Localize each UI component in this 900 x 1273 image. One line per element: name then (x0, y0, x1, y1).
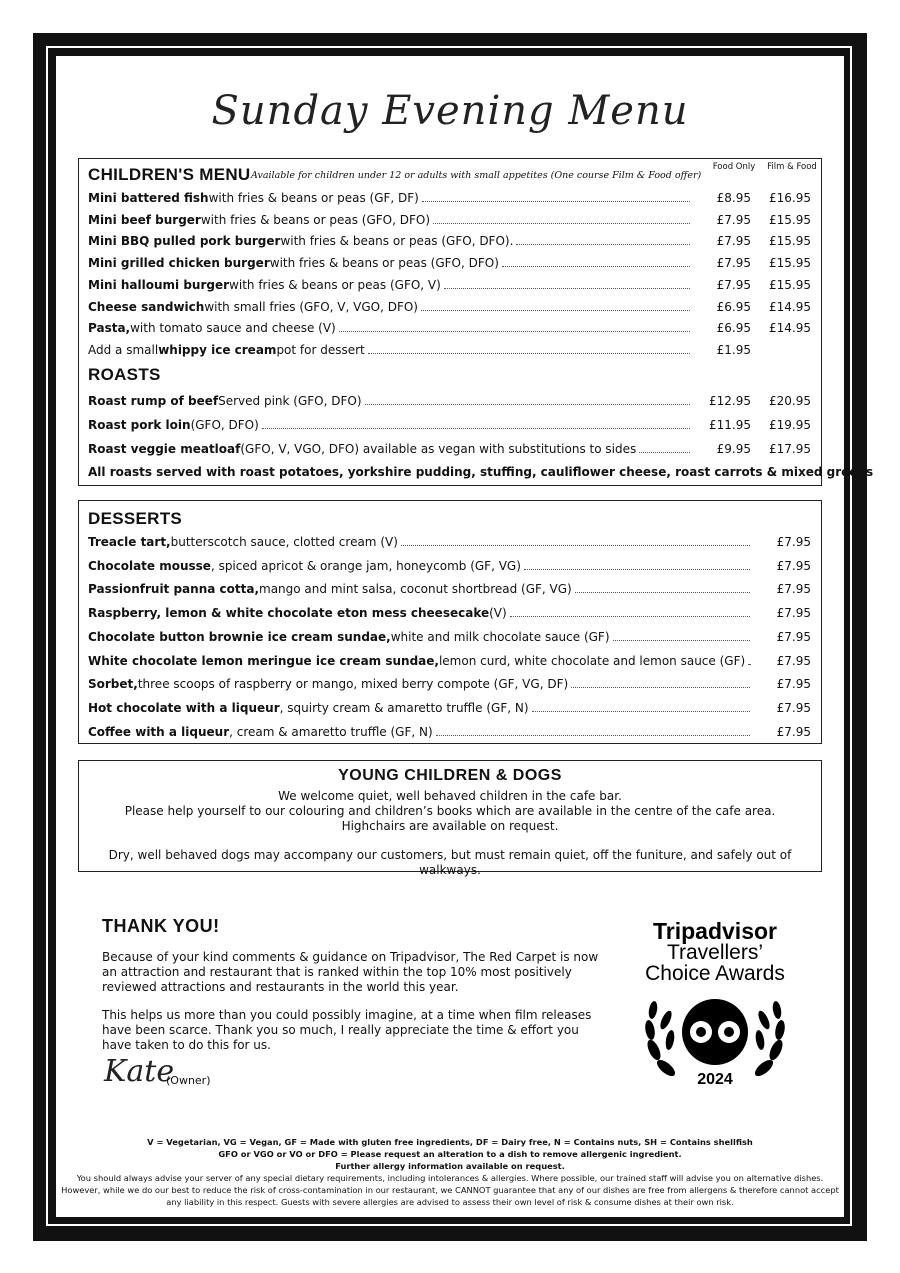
item-name: Mini grilled chicken burger (88, 256, 270, 271)
thanks-paragraph: Because of your kind comments & guidance on Tripadvisor, The Red Carpet is now an attraction and restaurant that is ranked within the top 10% most positively reviewed attractions and restaurants in the world this year. (102, 950, 599, 994)
price-food-only: £7.95 (776, 582, 811, 597)
item-description: with small fries (GFO, V, VGO, DFO) (204, 299, 418, 314)
leader-dots (516, 234, 690, 245)
price-food-only: £7.95 (776, 629, 811, 644)
leader-dots (502, 256, 690, 267)
item-name: Pasta, (88, 321, 131, 336)
item-description: with fries & beans or peas (GFO, DFO) (269, 256, 499, 271)
childrens-heading: CHILDREN'S MENU (88, 165, 251, 184)
thanks-heading: THANK YOU! (102, 916, 220, 936)
menu-item-dessert (88, 606, 754, 620)
price-food-only: £9.95 (716, 442, 751, 456)
award-year: 2024 (697, 1071, 733, 1088)
leader-dots (444, 278, 690, 289)
leader-dots (262, 418, 690, 429)
price-film-food: £14.95 (769, 299, 811, 314)
leader-dots (613, 630, 750, 641)
menu-item-childrens (88, 256, 694, 270)
item-name: Roast veggie meatloaf (88, 442, 241, 456)
menu-item-childrens (88, 300, 694, 314)
item-name: Passionfruit panna cotta, (88, 582, 259, 597)
owner-label: (Owner) (166, 1074, 211, 1087)
leader-dots (401, 535, 750, 546)
item-description: (V) (489, 606, 507, 621)
leader-dots (532, 701, 750, 712)
item-description: mango and mint salsa, coconut shortbread (GF, VG) (259, 582, 572, 597)
menu-item-dessert (88, 701, 754, 715)
price-food-only: £6.95 (716, 299, 751, 314)
leader-dots (422, 191, 690, 202)
item-description: (GFO, DFO) (190, 418, 259, 432)
menu-title: Sunday Evening Menu (211, 88, 689, 134)
price-film-food: £17.95 (769, 442, 811, 456)
thanks-paragraph: This helps us more than you could possibly imagine, at a time when film releases have been scarce. Thank you so much, I really appreciate the time & effort you have taken to do this for us. (102, 1008, 592, 1052)
item-description: (GFO, V, VGO, DFO) available as vegan with substitutions to sides (240, 442, 637, 456)
price-food-only: £6.95 (716, 321, 751, 336)
leader-dots (510, 606, 750, 617)
menu-item-childrens (88, 191, 694, 205)
allergen-key: V = Vegetarian, VG = Vegan, GF = Made with gluten free ingredients, DF = Dairy free, N = Contains nuts, SH = Contains shellfish (147, 1137, 753, 1147)
price-film-food: £14.95 (769, 321, 811, 336)
desserts-section (78, 500, 822, 744)
price-film-food: £15.95 (769, 234, 811, 249)
menu-item-roast (88, 418, 694, 432)
allergen-key: GFO or VGO or VO or DFO = Please request an alteration to a dish to remove allergenic ingredient. (218, 1149, 682, 1159)
price-film-food: £15.95 (769, 277, 811, 292)
price-food-only: £11.95 (709, 418, 751, 432)
item-name: Mini halloumi burger (88, 277, 230, 292)
award-brand: Tripadvisor (653, 918, 777, 944)
col-food-only: Food Only (712, 162, 756, 172)
award-line: Choice Awards (645, 962, 785, 985)
item-name: Raspberry, lemon & white chocolate eton mess cheesecake (88, 606, 490, 621)
price-food-only: £7.95 (716, 234, 751, 249)
item-description: butterscotch sauce, clotted cream (V) (170, 535, 398, 549)
leader-dots (436, 725, 750, 736)
price-food-only: £7.95 (776, 558, 811, 573)
price-film-food: £19.95 (769, 418, 811, 432)
leader-dots (571, 677, 750, 688)
item-description: lemon curd, white chocolate and lemon sauce (GF) (438, 653, 746, 668)
roasts-note: All roasts served with roast potatoes, yorkshire pudding, stuffing, cauliflower cheese, roast carrots & mixed greens (88, 465, 874, 479)
item-description: white and milk chocolate sauce (GF) (390, 629, 610, 644)
leader-dots (421, 300, 690, 311)
young-heading: YOUNG CHILDREN & DOGS (338, 767, 562, 784)
menu-item-childrens (88, 321, 694, 335)
item-name: Sorbet, (88, 677, 138, 692)
item-description: with fries & beans or peas (GFO, DFO). (280, 234, 514, 249)
menu-item-childrens (88, 234, 694, 248)
item-name: Chocolate mousse (88, 558, 211, 573)
item-name: White chocolate lemon meringue ice cream sundae, (88, 653, 439, 668)
menu-item-roast (88, 442, 694, 456)
price-food-only: £7.95 (776, 653, 811, 668)
menu-item-dessert (88, 559, 754, 573)
menu-item-childrens (88, 213, 694, 227)
desserts-heading: DESSERTS (88, 509, 183, 528)
owner-signature: Kate (104, 1054, 175, 1089)
price-food-only: £7.95 (716, 277, 751, 292)
menu-item-roast (88, 394, 694, 408)
award-line: Travellers’ (666, 941, 764, 964)
young-line: Highchairs are available on request. (341, 819, 559, 833)
item-name: Mini BBQ pulled pork burger (88, 234, 281, 249)
item-name: Chocolate button brownie ice cream sundae, (88, 629, 391, 644)
item-name: Mini beef burger (88, 212, 201, 227)
menu-item-childrens (88, 278, 694, 292)
item-description: , squirty cream & amaretto truffle (GF, N) (279, 700, 529, 715)
item-name: Cheese sandwich (88, 299, 205, 314)
item-name: Hot chocolate with a liqueur (88, 700, 280, 715)
price-food-only: £7.95 (776, 606, 811, 621)
item-description: , spiced apricot & orange jam, honeycomb (GF, VG) (210, 558, 521, 573)
leader-dots (433, 213, 690, 224)
menu-item-dessert (88, 535, 754, 549)
menu-item-dessert (88, 630, 754, 644)
item-name: Mini battered fish (88, 191, 209, 205)
item-description: three scoops of raspberry or mango, mixed berry compote (GF, VG, DF) (137, 677, 569, 692)
item-description: with tomato sauce and cheese (V) (130, 321, 336, 336)
menu-item-dessert (88, 582, 754, 596)
price-film-food: £15.95 (769, 256, 811, 271)
item-name: Coffee with a liqueur (88, 724, 230, 739)
item-description: with fries & beans or peas (GF, DF) (208, 191, 419, 205)
menu-item-dessert (88, 725, 754, 739)
leader-dots (748, 654, 750, 665)
leader-dots (368, 343, 690, 354)
price-film-food: £15.95 (769, 212, 811, 227)
price-food-only: £1.95 (716, 343, 751, 357)
allergen-disclaimer: any liability in this respect. Guests with severe allergies are advised to assess their own level of risk & consume dishes at their own risk. (166, 1197, 734, 1207)
menu-item-dessert (88, 677, 754, 691)
leader-dots (365, 394, 690, 405)
leader-dots (639, 442, 690, 453)
price-film-food: £16.95 (769, 191, 811, 205)
allergen-disclaimer: You should always advise your server of any special dietary requirements, including intolerances & allergies. Where possible, our trained staff will advise you on alternative dishes. (76, 1173, 824, 1183)
menu-item-whippy: Add a small whippy ice cream pot for dessert (88, 343, 694, 357)
allergen-disclaimer: However, while we do our best to reduce the risk of cross-contamination in our restaurant, we CANNOT guarantee that any of our dishes are free from allergens & therefore cannot accept (61, 1185, 839, 1195)
young-children-dogs-section (78, 760, 822, 877)
roasts-heading: ROASTS (88, 365, 161, 384)
price-food-only: £7.95 (776, 700, 811, 715)
leader-dots (339, 321, 690, 332)
menu-item-dessert (88, 654, 754, 668)
price-food-only: £7.95 (776, 677, 811, 692)
leader-dots (575, 582, 750, 593)
leader-dots (524, 559, 750, 570)
price-film-food: £20.95 (769, 394, 811, 408)
dogs-line: Dry, well behaved dogs may accompany our customers, but must remain quiet, off the funiture, and safely out of walkways. (108, 848, 792, 877)
young-line: Please help yourself to our colouring and children’s books which are available in the centre of the cafe area. (124, 804, 776, 818)
price-food-only: £12.95 (709, 394, 751, 408)
item-name: Roast pork loin (88, 418, 191, 432)
item-description: , cream & amaretto truffle (GF, N) (229, 724, 433, 739)
childrens-note: Available for children under 12 or adults with small appetites (One course Film & Food offer) (251, 170, 702, 181)
item-description: with fries & beans or peas (GFO, DFO) (200, 212, 431, 227)
price-food-only: £7.95 (776, 724, 811, 739)
price-food-only: £7.95 (716, 212, 751, 227)
item-description: Served pink (GFO, DFO) (218, 394, 362, 408)
col-film-food: Film & Food (767, 162, 817, 172)
allergen-key: Further allergy information available on request. (335, 1161, 565, 1171)
price-food-only: £7.95 (776, 535, 811, 549)
young-line: We welcome quiet, well behaved children in the cafe bar. (278, 789, 622, 803)
price-food-only: £7.95 (716, 256, 751, 271)
price-food-only: £8.95 (716, 191, 751, 205)
item-name: Roast rump of beef (88, 394, 219, 408)
item-name: Treacle tart, (88, 535, 171, 549)
childrens-roasts-section (78, 158, 874, 486)
item-description: with fries & beans or peas (GFO, V) (229, 277, 441, 292)
